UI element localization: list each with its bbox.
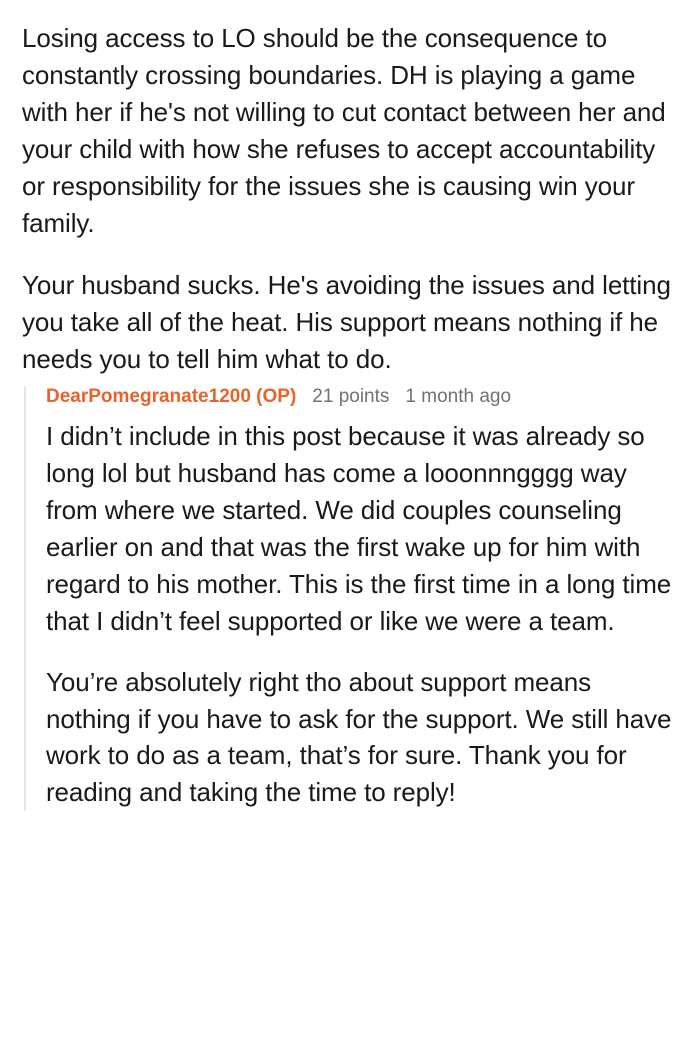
reply-paragraph: You’re absolutely right tho about support means nothing if you have to ask for the support. We still have work to do as a team, that’s for sure. Thank you for reading and taking the time to reply! — [46, 666, 672, 808]
reply-timestamp: 1 month ago — [405, 386, 512, 408]
reply-body — [46, 418, 678, 811]
reply-paragraph: I didn’t include in this post because it was already so long lol but husband has come a looonnngggg way from where we started. We did couples counseling earlier on and that was the first wake up for him with regard to his mother. This is the first time in a long time that I didn’t feel supported or like we were a team. — [46, 421, 672, 636]
reply-author-link[interactable]: DearPomegranate1200 (OP) — [46, 386, 297, 408]
reply-points: 21 points — [312, 386, 390, 408]
comment-paragraph: Losing access to LO should be the consequence to constantly crossing boundaries. DH is playing a game with her if he's not willing to cut contact between her and your child with how she refuses to accept accountability or responsibility for the issues she is causing win your family. — [22, 23, 666, 238]
reply-comment — [24, 386, 678, 811]
reply-metadata — [46, 386, 678, 408]
comment-paragraph: Your husband sucks. He's avoiding the issues and letting you take all of the heat. His support means nothing if he needs you to tell him what to do. — [22, 270, 671, 375]
top-comment-body — [22, 20, 678, 378]
